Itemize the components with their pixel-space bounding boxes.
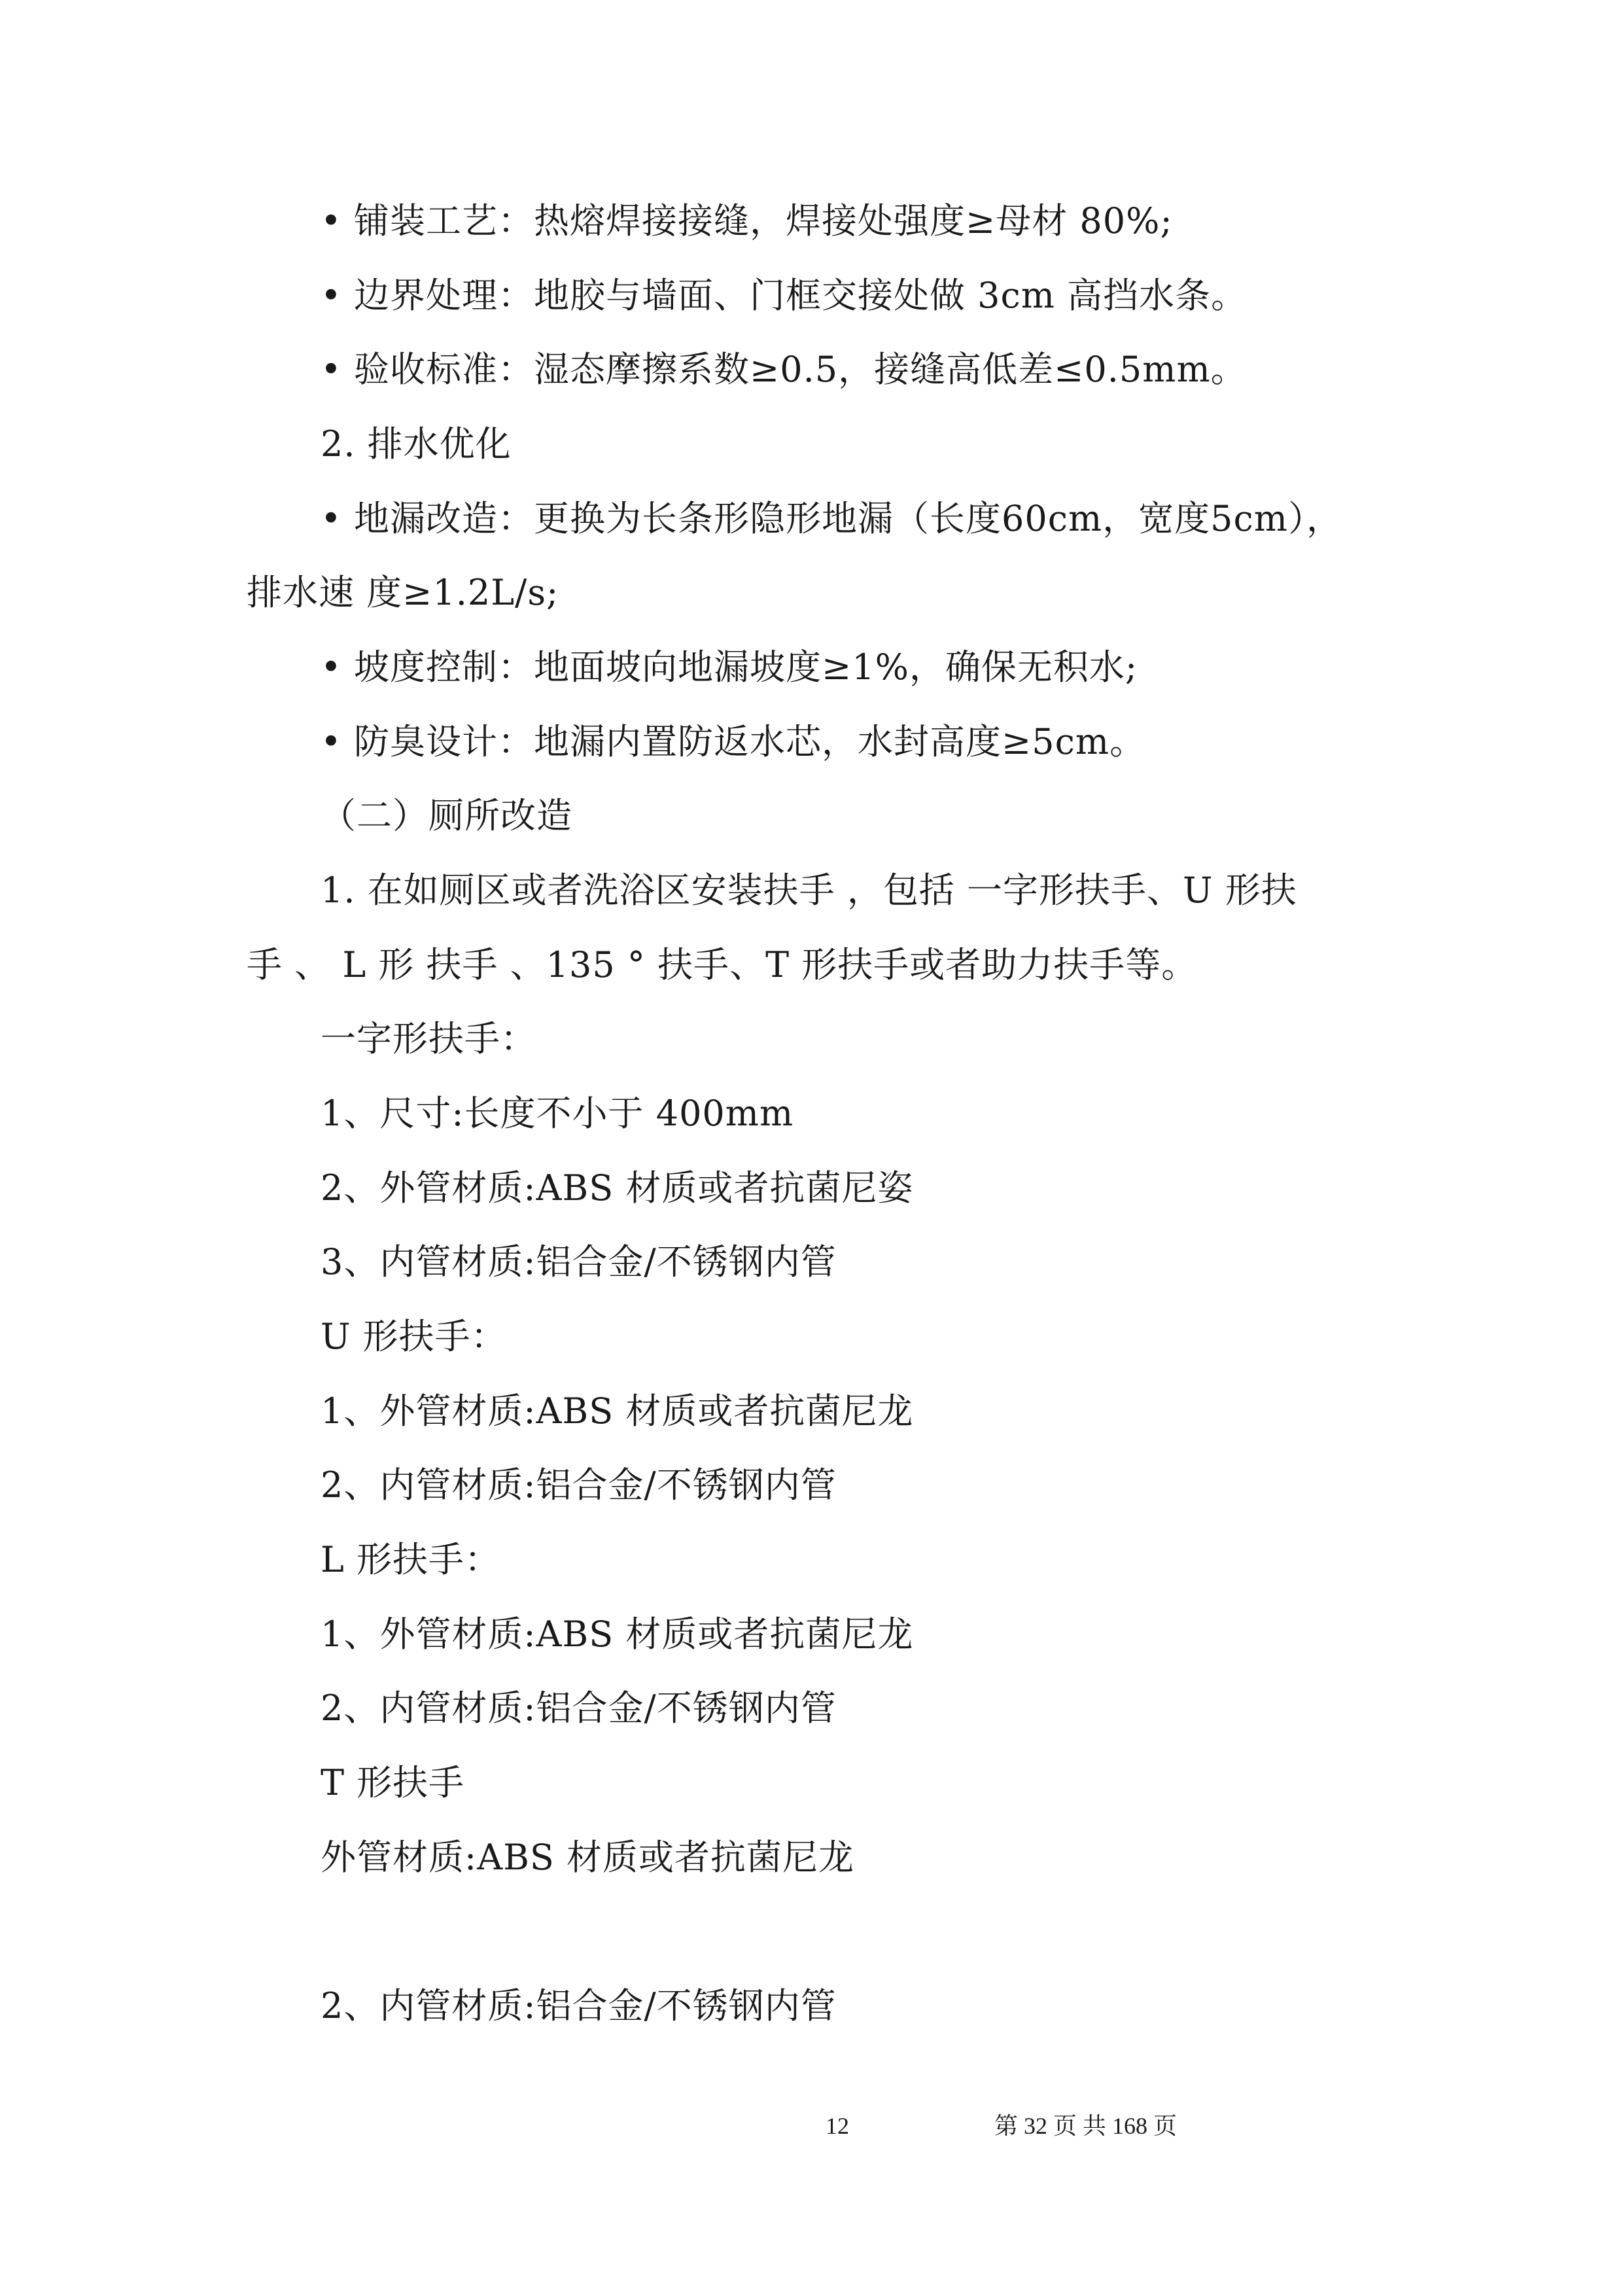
paragraph-line: • 坡度控制：地面坡向地漏坡度≥1%，确保无积水; bbox=[321, 646, 1138, 688]
paragraph-line: • 地漏改造：更换为长条形隐形地漏（长度60cm，宽度5cm）， bbox=[321, 498, 1342, 539]
page-info: 第 32 页 共 168 页 bbox=[994, 2113, 1178, 2139]
list-item: 2、内管材质:铝合金/不锈钢内管 bbox=[321, 1687, 837, 1729]
subheading: U 形扶手： bbox=[321, 1316, 507, 1357]
paragraph-line: 排水速 度≥1.2L/s; bbox=[247, 572, 559, 613]
list-item: 外管材质:ABS 材质或者抗菌尼龙 bbox=[321, 1837, 855, 1878]
section-heading: 2. 排水优化 bbox=[321, 423, 512, 465]
list-item: 1、尺寸:长度不小于 400mm bbox=[321, 1093, 794, 1134]
paragraph-line: • 防臭设计：地漏内置防返水芯，水封高度≥5cm。 bbox=[321, 721, 1146, 762]
list-item: 2、内管材质:铝合金/不锈钢内管 bbox=[321, 1985, 837, 2026]
list-item: 3、内管材质:铝合金/不锈钢内管 bbox=[321, 1241, 837, 1282]
list-item: 1、外管材质:ABS 材质或者抗菌尼龙 bbox=[321, 1614, 914, 1655]
page-number: 12 bbox=[826, 2113, 849, 2139]
paragraph-line: • 铺装工艺：热熔焊接接缝，焊接处强度≥母材 80%; bbox=[321, 200, 1173, 241]
subheading: L 形扶手： bbox=[321, 1539, 501, 1580]
paragraph-line: 1. 在如厕区或者洗浴区安装扶手 ，包括 一字形扶手、U 形扶 bbox=[321, 870, 1297, 911]
paragraph-line: 手 、 L 形 扶手 、135 ° 扶手、T 形扶手或者助力扶手等。 bbox=[247, 944, 1198, 985]
section-heading: （二）厕所改造 bbox=[321, 795, 572, 836]
subheading: 一字形扶手： bbox=[321, 1018, 536, 1059]
paragraph-line: • 验收标准：湿态摩擦系数≥0.5，接缝高低差≤0.5mm。 bbox=[321, 349, 1247, 390]
list-item: 1、外管材质:ABS 材质或者抗菌尼龙 bbox=[321, 1390, 914, 1432]
list-item: 2、内管材质:铝合金/不锈钢内管 bbox=[321, 1464, 837, 1506]
subheading: T 形扶手 bbox=[321, 1762, 465, 1803]
paragraph-line: • 边界处理：地胶与墙面、门框交接处做 3cm 高挡水条。 bbox=[321, 275, 1248, 316]
list-item: 2、外管材质:ABS 材质或者抗菌尼姿 bbox=[321, 1167, 914, 1209]
